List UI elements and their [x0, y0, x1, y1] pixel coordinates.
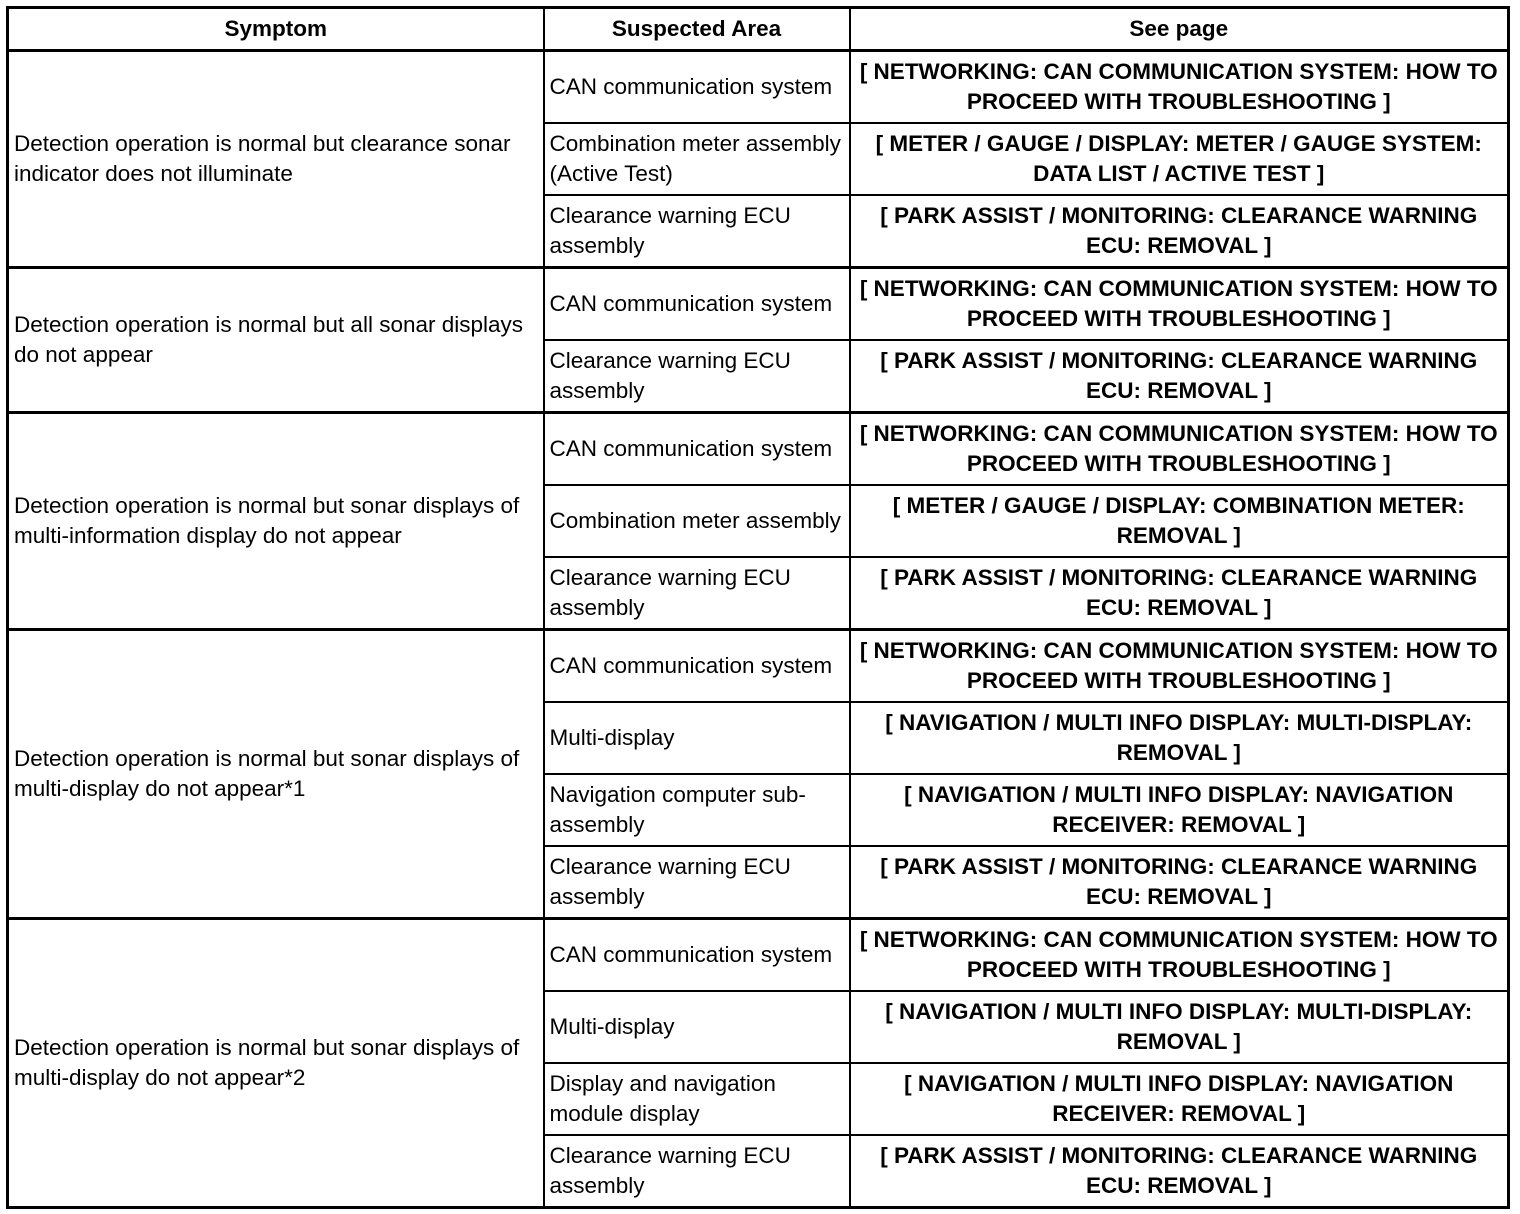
see-page-link[interactable]: [ NAVIGATION / MULTI INFO DISPLAY: MULTI-DISPLAY: REMOVAL ]	[850, 991, 1509, 1063]
see-page-link[interactable]: [ NETWORKING: CAN COMMUNICATION SYSTEM: HOW TO PROCEED WITH TROUBLESHOOTING ]	[850, 413, 1509, 486]
table-row	[8, 51, 1509, 124]
suspected-area-cell: Navigation computer sub-assembly	[544, 774, 850, 846]
suspected-area-cell: Combination meter assembly	[544, 485, 850, 557]
see-page-link[interactable]: [ NAVIGATION / MULTI INFO DISPLAY: NAVIGATION RECEIVER: REMOVAL ]	[850, 774, 1509, 846]
table-body	[8, 51, 1509, 1208]
see-page-link[interactable]: [ METER / GAUGE / DISPLAY: COMBINATION METER: REMOVAL ]	[850, 485, 1509, 557]
see-page-link[interactable]: [ NETWORKING: CAN COMMUNICATION SYSTEM: HOW TO PROCEED WITH TROUBLESHOOTING ]	[850, 268, 1509, 341]
symptom-cell: Detection operation is normal but sonar displays of multi-display do not appear*2	[8, 919, 544, 1208]
suspected-area-cell: Display and navigation module display	[544, 1063, 850, 1135]
see-page-link[interactable]: [ NAVIGATION / MULTI INFO DISPLAY: NAVIGATION RECEIVER: REMOVAL ]	[850, 1063, 1509, 1135]
suspected-area-cell: Clearance warning ECU assembly	[544, 340, 850, 413]
see-page-link[interactable]: [ NETWORKING: CAN COMMUNICATION SYSTEM: HOW TO PROCEED WITH TROUBLESHOOTING ]	[850, 630, 1509, 703]
suspected-area-cell: CAN communication system	[544, 413, 850, 486]
header-see-page: See page	[850, 8, 1509, 51]
suspected-area-cell: CAN communication system	[544, 51, 850, 124]
suspected-area-cell: Clearance warning ECU assembly	[544, 195, 850, 268]
suspected-area-cell: Multi-display	[544, 991, 850, 1063]
symptom-cell: Detection operation is normal but clearance sonar indicator does not illuminate	[8, 51, 544, 268]
see-page-link[interactable]: [ NETWORKING: CAN COMMUNICATION SYSTEM: HOW TO PROCEED WITH TROUBLESHOOTING ]	[850, 51, 1509, 124]
suspected-area-cell: Clearance warning ECU assembly	[544, 846, 850, 919]
table-row	[8, 630, 1509, 703]
troubleshooting-table-container	[6, 6, 1510, 1209]
see-page-link[interactable]: [ METER / GAUGE / DISPLAY: METER / GAUGE SYSTEM: DATA LIST / ACTIVE TEST ]	[850, 123, 1509, 195]
header-suspected-area: Suspected Area	[544, 8, 850, 51]
see-page-link[interactable]: [ NETWORKING: CAN COMMUNICATION SYSTEM: HOW TO PROCEED WITH TROUBLESHOOTING ]	[850, 919, 1509, 992]
suspected-area-cell: CAN communication system	[544, 630, 850, 703]
see-page-link[interactable]: [ PARK ASSIST / MONITORING: CLEARANCE WARNING ECU: REMOVAL ]	[850, 195, 1509, 268]
suspected-area-cell: Multi-display	[544, 702, 850, 774]
symptom-cell: Detection operation is normal but sonar displays of multi-information display do not appear	[8, 413, 544, 630]
see-page-link[interactable]: [ PARK ASSIST / MONITORING: CLEARANCE WARNING ECU: REMOVAL ]	[850, 1135, 1509, 1208]
symptom-cell: Detection operation is normal but sonar displays of multi-display do not appear*1	[8, 630, 544, 919]
symptom-cell: Detection operation is normal but all sonar displays do not appear	[8, 268, 544, 413]
table-row	[8, 919, 1509, 992]
table-row	[8, 413, 1509, 486]
see-page-link[interactable]: [ PARK ASSIST / MONITORING: CLEARANCE WARNING ECU: REMOVAL ]	[850, 557, 1509, 630]
problem-symptoms-table	[6, 6, 1510, 1209]
see-page-link[interactable]: [ PARK ASSIST / MONITORING: CLEARANCE WARNING ECU: REMOVAL ]	[850, 846, 1509, 919]
header-symptom: Symptom	[8, 8, 544, 51]
see-page-link[interactable]: [ NAVIGATION / MULTI INFO DISPLAY: MULTI-DISPLAY: REMOVAL ]	[850, 702, 1509, 774]
suspected-area-cell: Combination meter assembly (Active Test)	[544, 123, 850, 195]
suspected-area-cell: Clearance warning ECU assembly	[544, 1135, 850, 1208]
suspected-area-cell: Clearance warning ECU assembly	[544, 557, 850, 630]
suspected-area-cell: CAN communication system	[544, 919, 850, 992]
table-row	[8, 268, 1509, 341]
header-row	[8, 8, 1509, 51]
suspected-area-cell: CAN communication system	[544, 268, 850, 341]
see-page-link[interactable]: [ PARK ASSIST / MONITORING: CLEARANCE WARNING ECU: REMOVAL ]	[850, 340, 1509, 413]
